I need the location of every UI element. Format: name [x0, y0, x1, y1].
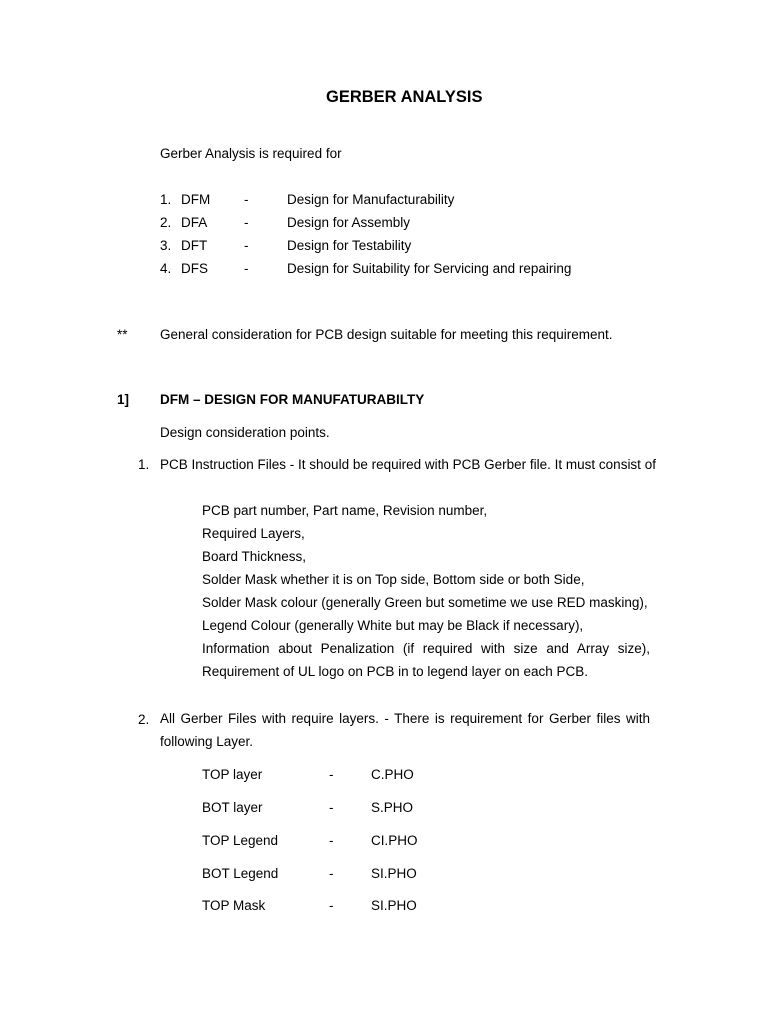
layer-name: TOP Mask: [202, 898, 266, 913]
item-number: 2.: [160, 215, 172, 230]
item-code: DFA: [181, 215, 208, 230]
layer-file: SI.PHO: [371, 866, 417, 881]
item-description: Design for Assembly: [287, 215, 411, 230]
instruction-item: Legend Colour (generally White but may be Black if necessary),: [202, 618, 584, 633]
item-description: Design for Manufacturability: [287, 192, 455, 207]
point-number: 2.: [138, 712, 150, 727]
item-number: 1.: [160, 192, 172, 207]
point-text-line: All Gerber Files with require layers. - There is requirement for Gerber files with: [160, 711, 650, 726]
point-text: PCB Instruction Files - It should be required with PCB Gerber file. It must consist of: [160, 457, 656, 472]
point-text: [160, 707, 650, 753]
item-code: DFM: [181, 192, 211, 207]
instruction-item: Requirement of UL logo on PCB in to legend layer on each PCB.: [202, 664, 588, 679]
instruction-item: Board Thickness,: [202, 549, 307, 564]
point-number: 1.: [138, 457, 150, 472]
section-subheading: Design consideration points.: [160, 425, 330, 440]
item-description: Design for Testability: [287, 238, 412, 253]
layer-file: S.PHO: [371, 800, 414, 815]
layer-file: CI.PHO: [371, 833, 418, 848]
layer-name: BOT layer: [202, 800, 263, 815]
layer-name: TOP layer: [202, 767, 263, 782]
layer-dash: -: [329, 898, 334, 913]
instruction-item: Required Layers,: [202, 526, 305, 541]
layer-dash: -: [329, 833, 334, 848]
note-text: General consideration for PCB design suitable for meeting this requirement.: [160, 327, 613, 342]
page-title: GERBER ANALYSIS: [326, 88, 483, 106]
item-dash: -: [244, 261, 249, 276]
layer-name: TOP Legend: [202, 833, 279, 848]
layer-file: C.PHO: [371, 767, 414, 782]
item-dash: -: [244, 215, 249, 230]
section-heading: DFM – DESIGN FOR MANUFATURABILTY: [160, 392, 425, 407]
instruction-items: [202, 499, 650, 683]
item-number: 4.: [160, 261, 172, 276]
instruction-item: Solder Mask whether it is on Top side, Bottom side or both Side,: [202, 572, 585, 587]
item-description: Design for Suitability for Servicing and repairing: [287, 261, 572, 276]
item-dash: -: [244, 192, 249, 207]
layer-name: BOT Legend: [202, 866, 279, 881]
instruction-item: Information about Penalization (if required with size and Array size),: [202, 641, 650, 656]
point-text-line: following Layer.: [160, 734, 254, 749]
layer-file: SI.PHO: [371, 898, 417, 913]
item-code: DFS: [181, 261, 208, 276]
note-marker: **: [117, 327, 128, 342]
layer-dash: -: [329, 866, 334, 881]
item-code: DFT: [181, 238, 208, 253]
instruction-item: PCB part number, Part name, Revision number,: [202, 503, 488, 518]
instruction-item: Solder Mask colour (generally Green but sometime we use RED masking),: [202, 595, 648, 610]
layer-dash: -: [329, 800, 334, 815]
section-number: 1]: [117, 392, 130, 407]
item-number: 3.: [160, 238, 172, 253]
layer-dash: -: [329, 767, 334, 782]
item-dash: -: [244, 238, 249, 253]
intro-text: Gerber Analysis is required for: [160, 146, 342, 161]
